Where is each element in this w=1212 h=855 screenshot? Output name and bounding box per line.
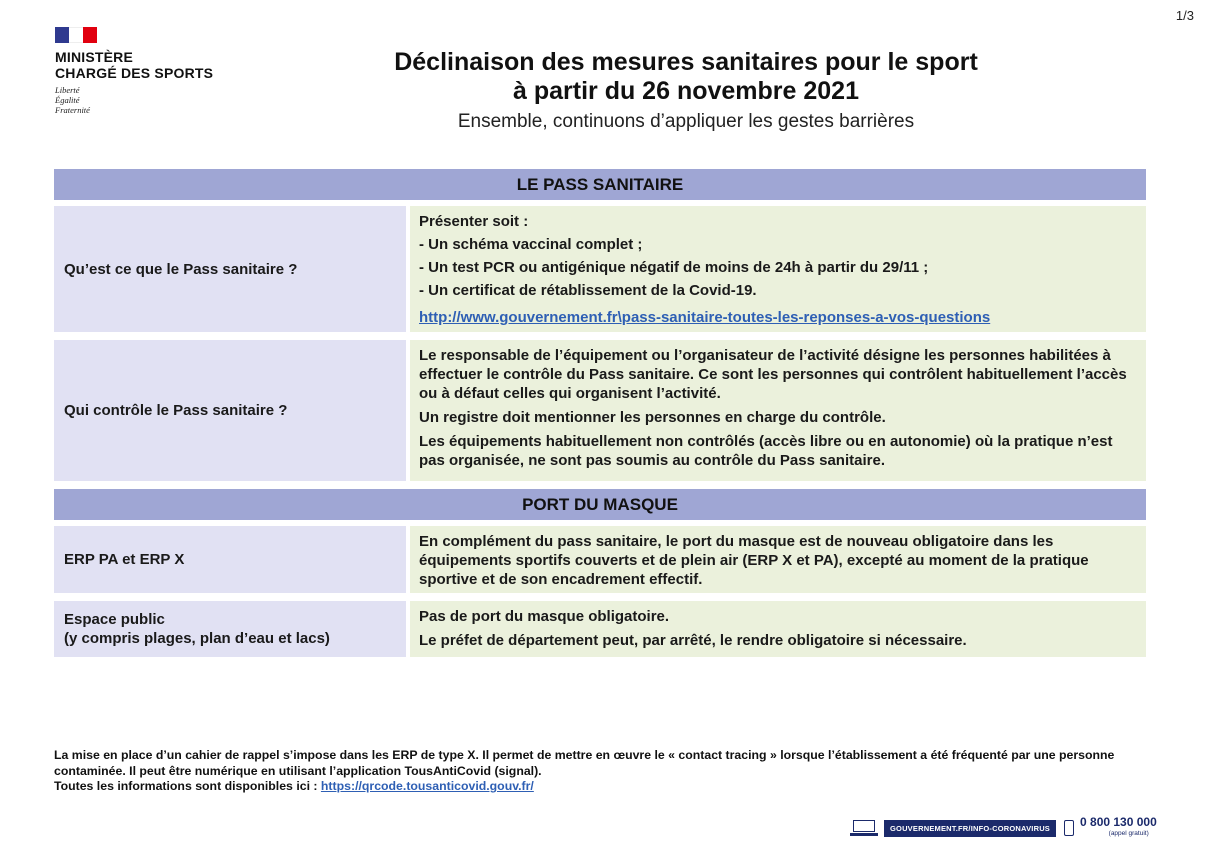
ministry-name-line2: CHARGÉ DES SPORTS [55,65,214,81]
title-block [0,48,1212,135]
row-label: Qui contrôle le Pass sanitaire ? [54,340,406,481]
phone-block [1080,816,1157,840]
motto-egalite: Égalité [55,95,80,105]
footer-note [54,748,1154,795]
page-subtitle: Ensemble, continuons d’appliquer les gestes barrières [457,111,915,132]
measures-table [54,169,1146,665]
footer-line2 [54,779,1154,795]
phone-icon [1064,820,1074,836]
motto-liberte: Liberté [55,85,80,95]
paragraph: Le préfet de département peut, par arrêté, le rendre obligatoire si nécessaire. [419,632,967,649]
section-heading-masque: PORT DU MASQUE [54,489,1146,520]
page-title-line1: Déclinaison des mesures sanitaires pour le sport [394,48,978,76]
info-coronavirus-link[interactable]: GOUVERNEMENT.FR/INFO-CORONAVIRUS [884,820,1056,837]
table-row-pass-who [54,340,1146,481]
paragraph: Le responsable de l’équipement ou l’organisateur de l’activité désigne les personnes habilitées à effectuer le contrôle du Pass sanitaire. Ce sont les personnes qui contrôlent habituellement l’accès ou à défaut celles qui organisent l’activité. [419,347,1127,402]
pass-sanitaire-link[interactable]: http://www.gouvernement.fr\pass-sanitaire-toutes-les-reponses-a-vos-questions [419,309,991,326]
french-flag-icon [55,27,97,43]
paragraph: Pas de port du masque obligatoire. [419,608,670,625]
page-title-line2: à partir du 26 novembre 2021 [513,77,859,105]
row-content [410,206,1146,332]
list-item: - Un certificat de rétablissement de la Covid-19. [419,282,757,299]
footer-line2-prefix: Toutes les informations sont disponibles ici : [54,779,321,793]
intro-text: Présenter soit : [419,213,529,230]
phone-note: (appel gratuit) [1108,830,1149,837]
footer-line1: La mise en place d’un cahier de rappel s’impose dans les ERP de type X. Il permet de mettre en œuvre le « contact tracing » lorsque l’établissement a été fréquenté par une personne contaminée. Il peut être numérique en utilisant l’application TousAntiCovid (signal). [54,748,1115,778]
row-label-line1: Espace public [64,611,165,628]
list-item: - Un test PCR ou antigénique négatif de moins de 24h à partir du 29/11 ; [419,259,929,276]
table-row-pass-what [54,206,1146,332]
list-item: - Un schéma vaccinal complet ; [419,236,643,253]
paragraph: En complément du pass sanitaire, le port du masque est de nouveau obligatoire dans les équipements sportifs couverts et de plein air (ERP X et PA), excepté au moment de la pratique sportive et de son encadrement effectif. [419,533,1089,588]
phone-number: 0 800 130 000 [1080,815,1157,829]
ministry-name-line1: MINISTÈRE [55,49,134,65]
page-number: 1/3 [1175,8,1194,23]
row-content [410,340,1146,481]
row-label [54,601,406,657]
row-label: Qu’est ce que le Pass sanitaire ? [54,206,406,332]
section-heading-pass: LE PASS SANITAIRE [54,169,1146,200]
paragraph: Les équipements habituellement non contrôlés (accès libre ou en autonomie) où la pratique n’est pas organisée, ne sont pas soumis au contrôle du Pass sanitaire. [419,433,1113,469]
tousanticovid-link[interactable]: https://qrcode.tousanticovid.gouv.fr/ [320,779,534,793]
table-row-masque-public [54,601,1146,657]
gov-banner [850,816,1157,840]
table-row-masque-erp [54,526,1146,593]
laptop-icon [850,820,878,836]
paragraph: Un registre doit mentionner les personnes en charge du contrôle. [419,409,886,426]
motto-fraternite: Fraternité [55,105,90,115]
row-content [410,526,1146,593]
row-content [410,601,1146,657]
row-label: ERP PA et ERP X [54,526,406,593]
row-label-line2: (y compris plages, plan d’eau et lacs) [64,630,330,647]
